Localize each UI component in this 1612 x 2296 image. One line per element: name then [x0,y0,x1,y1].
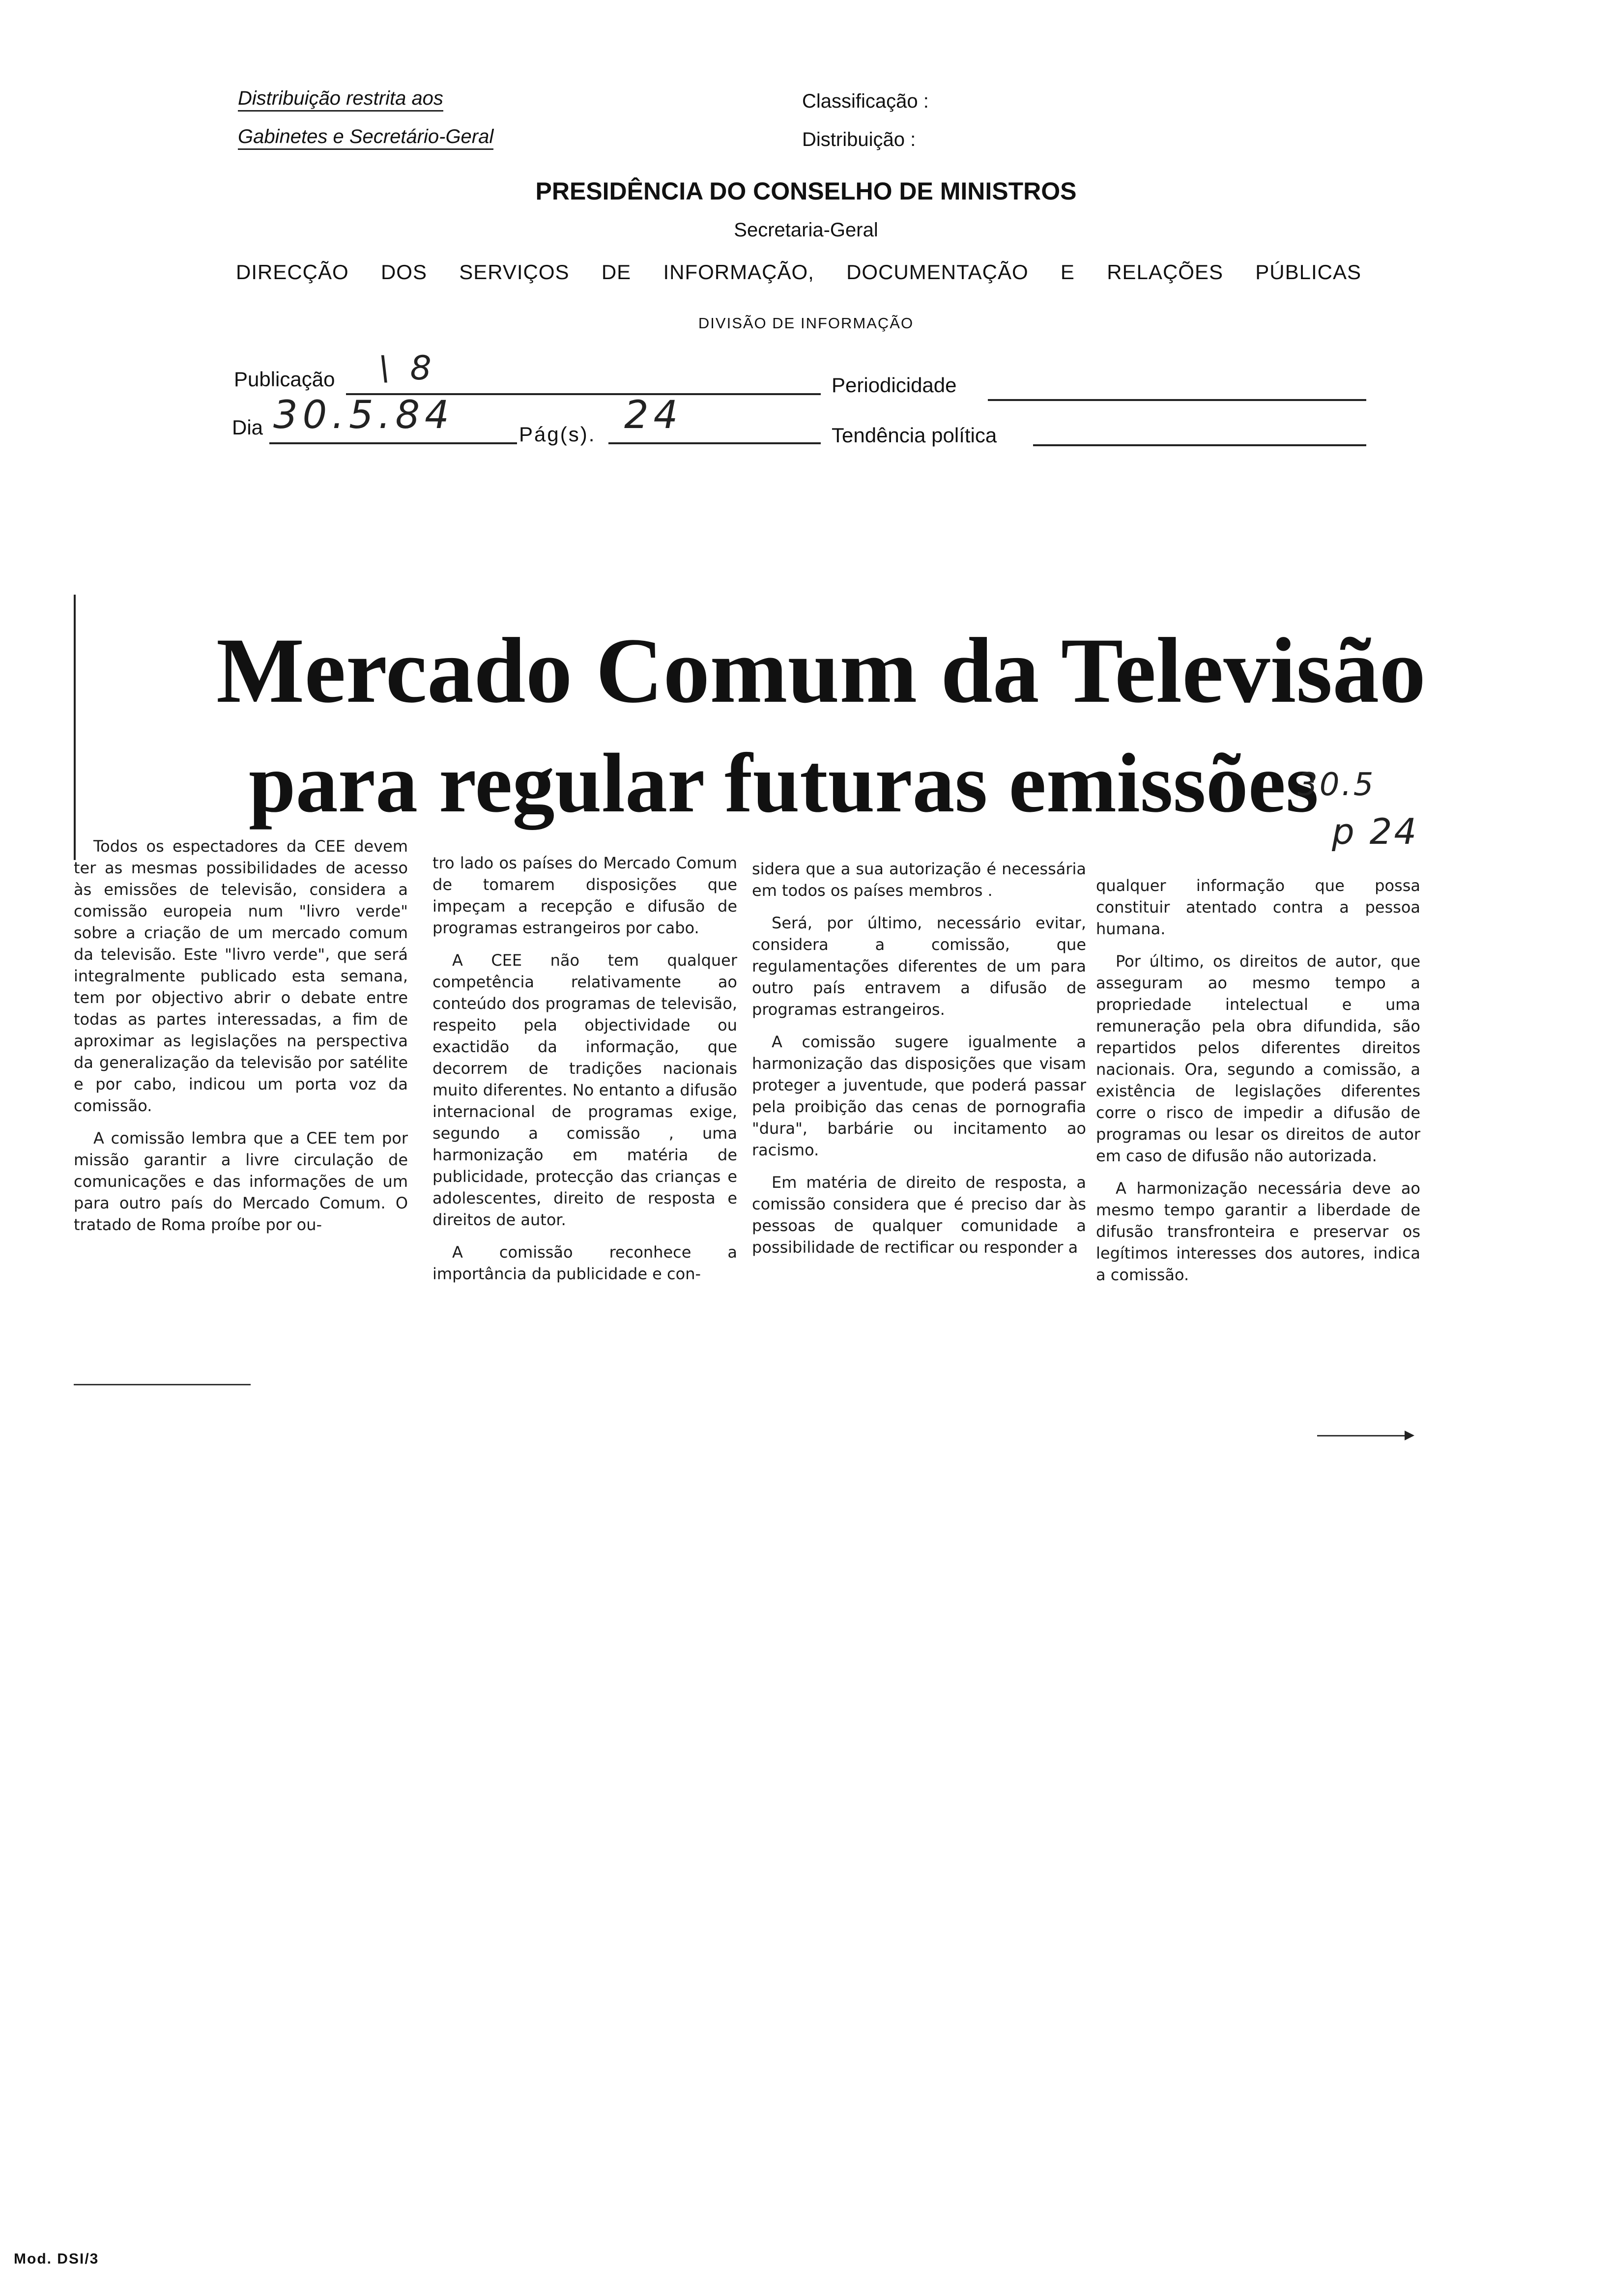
col1-paragraph: Todos os espectadores da CEE devem ter as mesmas possibilidades de acesso às emissões de televisão, considera a comissão europeia num "livro verde" sobre a criação de um mercado comum da televisão. Este "livro verde", que será integralmente publicado esta semana, tem por objectivo abrir o debate entre todas as partes interessadas, a fim de aproximar as legislações na perspectiva da generalização da televisão por satélite e por cabo, indicou um porta voz da comissão. [74,837,408,1115]
annotation-page: p 24 [1332,811,1419,852]
article-column-2 [432,852,737,1295]
article-column-4 [1096,875,1420,1296]
continuation-arrow-icon [1405,1431,1414,1440]
margin-mark [74,595,76,860]
article-column-3 [752,858,1086,1269]
clipping-rule-right [1317,1435,1406,1436]
col4-paragraph: Por último, os direitos de autor, que asseguram ao mesmo tempo a propriedade intelectual e uma remuneração pela obra difundida, são repartidos pelos diferentes direitos nacionais. Ora, segundo a comissão, a existência de legislações diferentes corre o risco de impedir a difusão de programas ou lesar os direitos de autor em caso de difusão não autorizada. [1096,952,1420,1165]
publication-handwritten-value: \ 8 [378,349,436,388]
tendency-field-line [1033,444,1366,446]
clipping-rule-left [74,1384,251,1385]
distribution-line-2: Gabinetes e Secretário-Geral [238,126,493,148]
pages-field-line [608,442,821,444]
tendency-label: Tendência política [832,424,997,447]
pages-handwritten-value: 24 [624,393,683,437]
day-field-line [269,442,517,444]
distribution-line-1: Distribuição restrita aos [238,87,443,110]
col2-paragraph: A comissão reconhece a importância da publicidade e con- [432,1243,737,1283]
article-column-1 [74,835,408,1246]
col3-paragraph: sidera que a sua autorização é necessária em todos os países membros . [752,860,1086,900]
annotation-date: 30.5 [1297,767,1376,803]
periodicity-field-line [988,399,1366,401]
col2-paragraph: A CEE não tem qualquer competência relativamente ao conteúdo dos programas de televisão, respeito pela objectividade ou exactidão da informação, que decorrem de tradições nacionais muito diferentes. No entanto a difusão internacional de programas exige, segundo a comissão , uma harmonização em matéria de publicidade, protecção das crianças e adolescentes, direito de resposta e direitos de autor. [432,951,737,1229]
col4-paragraph: qualquer informação que possa constituir atentado contra a pessoa humana. [1096,876,1420,938]
headline-line-1: Mercado Comum da Televisão [216,619,1426,722]
form-model-code: Mod. DSI/3 [14,2251,99,2267]
pages-label: Pág(s). [519,423,596,446]
col4-paragraph: A harmonização necessária deve ao mesmo tempo garantir a liberdade de difusão transfronteira e preservar os legítimos interesses dos autores, indica a comissão. [1096,1179,1420,1284]
periodicity-label: Periodicidade [832,373,957,397]
col1-paragraph: A comissão lembra que a CEE tem por missão garantir a livre circulação de comunicações e das informações de um para outro país do Mercado Comum. O tratado de Roma proíbe por ou- [74,1129,408,1234]
day-handwritten-value: 30.5.84 [273,393,454,437]
col3-paragraph: A comissão sugere igualmente a harmonização das disposições que visam proteger a juventude, que poderá passar pela proibição das cenas de pornografia "dura", barbárie ou incitamento ao racismo. [752,1033,1086,1159]
col3-paragraph: Será, por último, necessário evitar, considera a comissão, que regulamentações diferentes de um para outro país entravem a difusão de programas estrangeiros. [752,914,1086,1019]
day-label: Dia [232,416,263,439]
classification-label: Classificação : [802,90,929,112]
secretariat: Secretaria-Geral [734,219,878,241]
col3-paragraph: Em matéria de direito de resposta, a comissão considera que é preciso dar às pessoas de qualquer comunidade a possibilidade de rectificar ou responder a [752,1173,1086,1257]
distribution-label: Distribuição : [802,129,916,150]
org-title: PRESIDÊNCIA DO CONSELHO DE MINISTROS [535,177,1077,205]
division: DIVISÃO DE INFORMAÇÃO [698,315,914,332]
col2-paragraph: tro lado os países do Mercado Comum de tomarem disposições que impeçam a recepção e difusão de programas estrangeiros por cabo. [432,854,737,937]
publication-label: Publicação [234,368,335,391]
headline-line-2: para regular futuras emissões [249,737,1319,830]
directorate: DIRECÇÃO DOS SERVIÇOS DE INFORMAÇÃO, DOCUMENTAÇÃO E RELAÇÕES PÚBLICAS [236,260,1361,284]
